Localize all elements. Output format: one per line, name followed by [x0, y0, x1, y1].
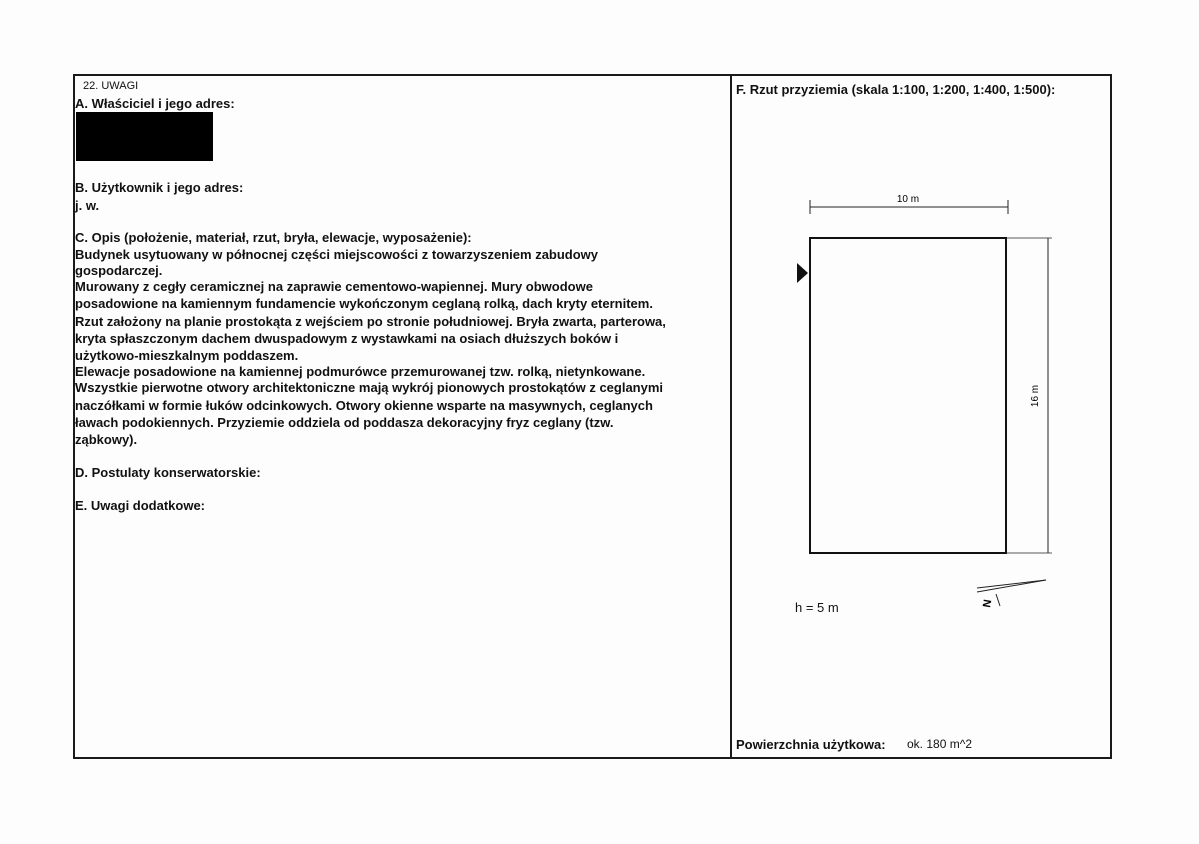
- width-dimension-label: 10 m: [896, 194, 920, 205]
- description-line: ząbkowy).: [75, 432, 138, 447]
- description-line: Murowany z cegły ceramicznej na zaprawie cementowo-wapiennej. Mury obwodowe: [75, 279, 593, 294]
- description-line: naczółkami w formie łuków odcinkowych. Otwory okienne wsparte na masywnych, ceglanych: [75, 398, 653, 413]
- description-line: ławach podokiennych. Przyziemie oddziela od poddasza dekoracyjny fryz ceglany (tzw.: [75, 415, 614, 430]
- floor-plan-drawing: [732, 180, 1092, 620]
- floor-plan-title: F. Rzut przyziemia (skala 1:100, 1:200, 1:400, 1:500):: [736, 82, 1056, 97]
- north-arrow-line: [977, 580, 1046, 588]
- building-outline: [810, 238, 1006, 553]
- description-line: Rzut założony na planie prostokąta z wejściem po stronie południowej. Bryła zwarta, parterowa,: [75, 314, 666, 329]
- building-height: h = 5 m: [795, 600, 839, 615]
- user-heading: B. Użytkownik i jego adres:: [75, 180, 244, 195]
- additional-notes-heading: E. Uwagi dodatkowe:: [75, 498, 206, 513]
- redacted-owner-address: [76, 112, 213, 161]
- section-number: 22. UWAGI: [83, 80, 139, 92]
- north-arrow-tick: [996, 594, 1000, 606]
- conservation-heading: D. Postulaty konserwatorskie:: [75, 465, 261, 480]
- user-value: j. w.: [75, 198, 100, 213]
- description-heading: C. Opis (położenie, materiał, rzut, bryła, elewacje, wyposażenie):: [75, 230, 472, 245]
- usable-area-value: ok. 180 m^2: [907, 737, 972, 751]
- description-line: Wszystkie pierwotne otwory architektoniczne mają wykrój pionowych prostokątów z ceglanymi: [75, 380, 664, 395]
- description-line: posadowione na kamiennym fundamencie wykończonym ceglaną rolką, dach kryty eternitem.: [75, 296, 653, 311]
- north-arrow-icon: N: [981, 598, 995, 609]
- usable-area-label: Powierzchnia użytkowa:: [736, 737, 886, 752]
- entrance-arrow-icon: [797, 263, 808, 283]
- description-line: kryta spłaszczonym dachem dwuspadowym z wystawkami na osiach dłuższych boków i: [75, 331, 619, 346]
- description-line: gospodarczej.: [75, 263, 163, 278]
- owner-heading: A. Właściciel i jego adres:: [75, 96, 235, 111]
- description-line: użytkowo-mieszkalnym poddaszem.: [75, 348, 299, 363]
- length-dimension-label: 16 m: [1030, 384, 1041, 408]
- description-line: Elewacje posadowione na kamiennej podmurówce przemurowanej tzw. rolką, nietynkowane.: [75, 364, 646, 379]
- north-arrow-line: [977, 580, 1046, 592]
- description-line: Budynek usytuowany w północnej części miejscowości z towarzyszeniem zabudowy: [75, 247, 599, 262]
